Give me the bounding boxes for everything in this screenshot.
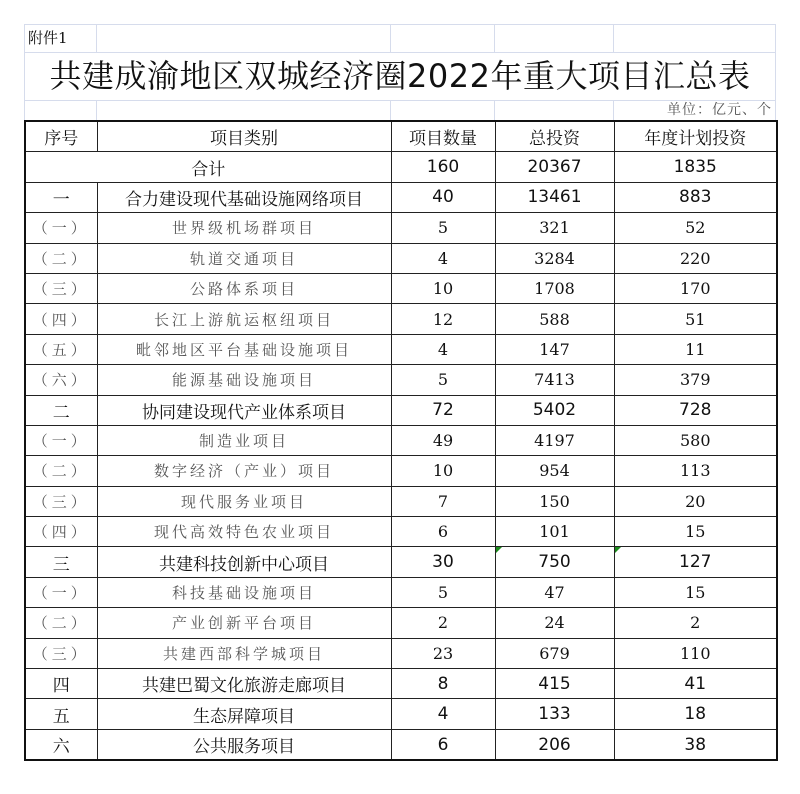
table-row — [25, 395, 777, 425]
row-annual-plan: 127 — [614, 547, 777, 577]
row-count: 40 — [391, 182, 495, 212]
total-annual-plan: 1835 — [614, 152, 777, 182]
spreadsheet-grid — [24, 24, 776, 120]
row-count: 5 — [391, 577, 495, 607]
grid-line — [96, 100, 97, 120]
row-seq: （一） — [25, 425, 97, 455]
row-annual-plan: 20 — [614, 486, 777, 516]
row-category: 合力建设现代基础设施网络项目 — [97, 182, 391, 212]
row-count: 6 — [391, 517, 495, 547]
row-total-investment: 321 — [495, 213, 614, 243]
row-count: 4 — [391, 699, 495, 729]
row-count: 8 — [391, 669, 495, 699]
table-row — [25, 213, 777, 243]
row-annual-plan: 15 — [614, 577, 777, 607]
unit-label: 单位：亿元、个 — [667, 102, 772, 118]
header-total-investment: 总投资 — [495, 121, 614, 152]
row-total-investment: 679 — [495, 638, 614, 668]
row-category: 共建科技创新中心项目 — [97, 547, 391, 577]
row-category: 能源基础设施项目 — [97, 365, 391, 395]
row-annual-plan: 15 — [614, 517, 777, 547]
table-row — [25, 699, 777, 729]
row-category: 数字经济（产业）项目 — [97, 456, 391, 486]
row-annual-plan: 2 — [614, 608, 777, 638]
grid-line — [24, 100, 776, 101]
table-row — [25, 456, 777, 486]
table-row — [25, 486, 777, 516]
row-category: 生态屏障项目 — [97, 699, 391, 729]
row-category: 世界级机场群项目 — [97, 213, 391, 243]
row-annual-plan: 113 — [614, 456, 777, 486]
row-total-investment: 150 — [495, 486, 614, 516]
row-annual-plan: 580 — [614, 425, 777, 455]
row-annual-plan: 11 — [614, 334, 777, 364]
row-count: 10 — [391, 273, 495, 303]
grid-line — [96, 24, 97, 52]
row-seq: （三） — [25, 273, 97, 303]
grid-line — [24, 24, 776, 25]
row-total-investment: 13461 — [495, 182, 614, 212]
project-summary-table — [24, 120, 778, 761]
table-row — [25, 304, 777, 334]
row-total-investment: 3284 — [495, 243, 614, 273]
row-annual-plan: 220 — [614, 243, 777, 273]
table-row — [25, 638, 777, 668]
row-total-investment: 206 — [495, 729, 614, 760]
row-annual-plan: 379 — [614, 365, 777, 395]
row-annual-plan: 170 — [614, 273, 777, 303]
row-seq: （一） — [25, 213, 97, 243]
page-title: 共建成渝地区双城经济圈2022年重大项目汇总表 — [49, 57, 751, 95]
table-row — [25, 517, 777, 547]
row-count: 2 — [391, 608, 495, 638]
table-header-row — [25, 121, 777, 152]
row-category: 科技基础设施项目 — [97, 577, 391, 607]
row-category: 公路体系项目 — [97, 273, 391, 303]
row-seq: （五） — [25, 334, 97, 364]
row-annual-plan: 18 — [614, 699, 777, 729]
grid-line — [390, 100, 391, 120]
row-total-investment: 133 — [495, 699, 614, 729]
row-seq: （二） — [25, 243, 97, 273]
table-row — [25, 182, 777, 212]
row-category: 现代服务业项目 — [97, 486, 391, 516]
grid-line — [613, 100, 614, 120]
row-count: 6 — [391, 729, 495, 760]
row-annual-plan: 38 — [614, 729, 777, 760]
row-total-investment: 750 — [495, 547, 614, 577]
row-count: 5 — [391, 213, 495, 243]
grid-line — [390, 24, 391, 52]
row-seq: 六 — [25, 729, 97, 760]
row-count: 5 — [391, 365, 495, 395]
row-category: 现代高效特色农业项目 — [97, 517, 391, 547]
row-total-investment: 588 — [495, 304, 614, 334]
total-label: 合计 — [25, 152, 391, 182]
row-seq: 二 — [25, 395, 97, 425]
table-row — [25, 243, 777, 273]
row-total-investment: 101 — [495, 517, 614, 547]
table-row — [25, 273, 777, 303]
row-total-investment: 415 — [495, 669, 614, 699]
row-total-investment: 4197 — [495, 425, 614, 455]
row-annual-plan: 41 — [614, 669, 777, 699]
row-seq: 一 — [25, 182, 97, 212]
row-category: 共建巴蜀文化旅游走廊项目 — [97, 669, 391, 699]
row-count: 7 — [391, 486, 495, 516]
row-count: 4 — [391, 243, 495, 273]
row-total-investment: 7413 — [495, 365, 614, 395]
total-count: 160 — [391, 152, 495, 182]
row-count: 10 — [391, 456, 495, 486]
row-total-investment: 47 — [495, 577, 614, 607]
row-annual-plan: 51 — [614, 304, 777, 334]
row-category: 轨道交通项目 — [97, 243, 391, 273]
header-category: 项目类别 — [97, 121, 391, 152]
row-seq: （六） — [25, 365, 97, 395]
row-total-investment: 1708 — [495, 273, 614, 303]
table-row — [25, 577, 777, 607]
row-seq: 三 — [25, 547, 97, 577]
grid-line — [613, 24, 614, 52]
row-seq: （三） — [25, 486, 97, 516]
row-seq: 四 — [25, 669, 97, 699]
row-count: 4 — [391, 334, 495, 364]
table-row — [25, 365, 777, 395]
row-seq: （四） — [25, 517, 97, 547]
row-annual-plan: 52 — [614, 213, 777, 243]
total-investment: 20367 — [495, 152, 614, 182]
row-annual-plan: 883 — [614, 182, 777, 212]
row-seq: 五 — [25, 699, 97, 729]
table-row — [25, 608, 777, 638]
row-category: 产业创新平台项目 — [97, 608, 391, 638]
row-seq: （四） — [25, 304, 97, 334]
total-row — [25, 152, 777, 182]
row-category: 公共服务项目 — [97, 729, 391, 760]
row-total-investment: 954 — [495, 456, 614, 486]
row-annual-plan: 110 — [614, 638, 777, 668]
row-seq: （一） — [25, 577, 97, 607]
row-total-investment: 24 — [495, 608, 614, 638]
row-category: 长江上游航运枢纽项目 — [97, 304, 391, 334]
header-seq: 序号 — [25, 121, 97, 152]
row-count: 72 — [391, 395, 495, 425]
row-category: 制造业项目 — [97, 425, 391, 455]
row-total-investment: 147 — [495, 334, 614, 364]
attachment-label: 附件1 — [28, 29, 68, 47]
header-annual-plan: 年度计划投资 — [614, 121, 777, 152]
row-total-investment: 5402 — [495, 395, 614, 425]
row-count: 23 — [391, 638, 495, 668]
table-row — [25, 729, 777, 760]
table-row — [25, 669, 777, 699]
row-seq: （三） — [25, 638, 97, 668]
row-count: 30 — [391, 547, 495, 577]
row-count: 49 — [391, 425, 495, 455]
grid-line — [494, 100, 495, 120]
row-annual-plan: 728 — [614, 395, 777, 425]
row-category: 共建西部科学城项目 — [97, 638, 391, 668]
table-row — [25, 334, 777, 364]
table-row — [25, 425, 777, 455]
row-seq: （二） — [25, 456, 97, 486]
row-category: 毗邻地区平台基础设施项目 — [97, 334, 391, 364]
row-category: 协同建设现代产业体系项目 — [97, 395, 391, 425]
row-count: 12 — [391, 304, 495, 334]
row-seq: （二） — [25, 608, 97, 638]
header-count: 项目数量 — [391, 121, 495, 152]
grid-line — [494, 24, 495, 52]
table-row — [25, 547, 777, 577]
